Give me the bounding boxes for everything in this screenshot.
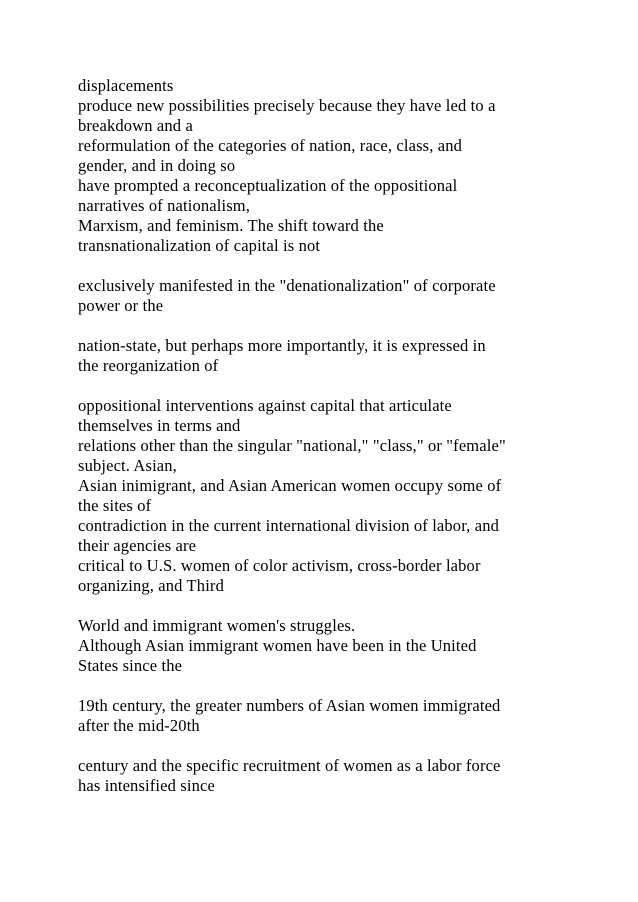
text-line: relations other than the singular "national," "class," or "female" bbox=[78, 436, 506, 455]
text-line: Asian inimigrant, and Asian American women occupy some of bbox=[78, 476, 502, 495]
paragraph-gap bbox=[78, 376, 598, 396]
text-line: have prompted a reconceptualization of the oppositional bbox=[78, 176, 458, 195]
text-line: World and immigrant women's struggles. bbox=[78, 616, 356, 635]
text-line: displacements bbox=[78, 76, 174, 95]
text-line: Although Asian immigrant women have been in the United bbox=[78, 636, 477, 655]
paragraph-gap bbox=[78, 256, 598, 276]
text-line: the sites of bbox=[78, 496, 152, 515]
text-line: States since the bbox=[78, 656, 183, 675]
text-line: power or the bbox=[78, 296, 164, 315]
document-text-body bbox=[78, 76, 598, 796]
paragraph-gap bbox=[78, 676, 598, 696]
text-line: after the mid-20th bbox=[78, 716, 200, 735]
text-line: exclusively manifested in the "denationalization" of corporate bbox=[78, 276, 496, 295]
text-line: themselves in terms and bbox=[78, 416, 241, 435]
text-line: 19th century, the greater numbers of Asian women immigrated bbox=[78, 696, 501, 715]
text-line: Marxism, and feminism. The shift toward the bbox=[78, 216, 384, 235]
text-line: organizing, and Third bbox=[78, 576, 224, 595]
paragraph-gap bbox=[78, 736, 598, 756]
text-line: reformulation of the categories of nation, race, class, and bbox=[78, 136, 463, 155]
text-line: their agencies are bbox=[78, 536, 197, 555]
text-line: has intensified since bbox=[78, 776, 215, 795]
text-line: produce new possibilities precisely because they have led to a bbox=[78, 96, 496, 115]
text-line: the reorganization of bbox=[78, 356, 219, 375]
paragraph-gap bbox=[78, 316, 598, 336]
paragraph-gap bbox=[78, 596, 598, 616]
text-line: gender, and in doing so bbox=[78, 156, 236, 175]
text-line: critical to U.S. women of color activism, cross-border labor bbox=[78, 556, 481, 575]
text-line: subject. Asian, bbox=[78, 456, 177, 475]
text-line: oppositional interventions against capital that articulate bbox=[78, 396, 452, 415]
text-line: breakdown and a bbox=[78, 116, 193, 135]
text-line: nation-state, but perhaps more importantly, it is expressed in bbox=[78, 336, 486, 355]
text-line: narratives of nationalism, bbox=[78, 196, 251, 215]
text-line: contradiction in the current international division of labor, and bbox=[78, 516, 500, 535]
text-line: transnationalization of capital is not bbox=[78, 236, 321, 255]
text-line: century and the specific recruitment of women as a labor force bbox=[78, 756, 501, 775]
